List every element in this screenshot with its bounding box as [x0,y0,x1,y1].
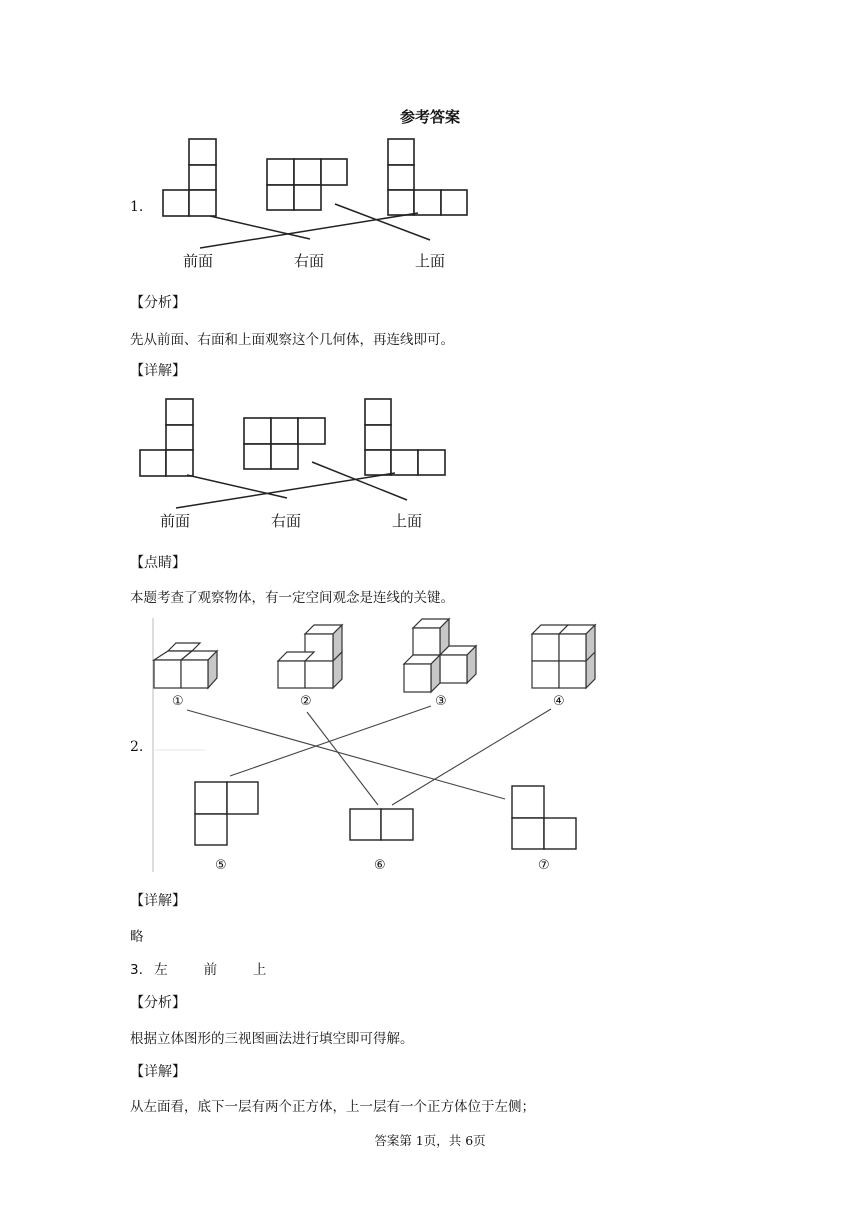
q1-analysis-heading: 【分析】 [130,295,186,311]
q1-remark-text: 本题考查了观察物体，有一定空间观念是连线的关键。 [130,590,454,606]
question-1-number: 1. [130,199,144,215]
q1-remark-heading: 【点睛】 [130,555,186,571]
q3-answer-2: 前 [203,962,218,978]
q2-view-7-cell [512,818,544,849]
q2-view-5-cell [195,814,227,845]
q2-mark-3: ③ [435,694,447,709]
q1-detail-label-right: 右面 [271,512,302,530]
q2-mark-1: ① [172,694,184,709]
q2-detail-text: 略 [130,929,144,945]
question-3-number: 3. [130,962,143,978]
question-3-line [130,958,266,978]
q1-label-right: 右面 [294,252,325,270]
q2-solid-1 [154,643,217,688]
q2-view-6-cell [381,809,413,840]
q2-view-7-cell [544,818,576,849]
q2-mark-2: ② [300,694,312,709]
q2-solid-4 [532,625,595,688]
q2-view-5-cell [195,782,227,814]
q1-detail-heading: 【详解】 [130,363,186,379]
q3-detail-heading: 【详解】 [130,1064,186,1080]
q2-view-6-cell [350,809,381,840]
q2-mark-6: ⑥ [374,858,386,873]
q2-link-line [307,712,378,805]
q1-analysis-text: 先从前面、右面和上面观察这个几何体，再连线即可。 [130,332,454,348]
q2-link-line [230,706,431,776]
q2-mark-5: ⑤ [215,858,227,873]
q3-analysis-heading: 【分析】 [130,995,186,1011]
q2-view-5-cell [227,782,258,814]
q1-detail-label-top: 上面 [392,512,423,530]
q1-detail-label-front: 前面 [160,512,191,530]
q1-label-front: 前面 [183,252,214,270]
q3-answer-3: 上 [252,962,267,978]
q1-label-top: 上面 [415,252,446,270]
q2-mark-7: ⑦ [538,858,550,873]
q3-analysis-text: 根据立体图形的三视图画法进行填空即可得解。 [130,1031,414,1047]
q2-solid-3 [404,619,476,692]
q3-detail-text: 从左面看，底下一层有两个正方体，上一层有一个正方体位于左侧； [130,1099,535,1115]
question-2-number: 2. [130,739,144,755]
page-title: 参考答案 [399,108,460,126]
q2-mark-4: ④ [553,694,565,709]
q2-view-7-cell [512,786,544,818]
q2-solid-2 [278,625,342,688]
page-footer: 答案第 1页，共 6页 [374,1133,486,1148]
q3-answer-1: 左 [154,962,168,978]
q2-detail-heading: 【详解】 [130,893,186,909]
